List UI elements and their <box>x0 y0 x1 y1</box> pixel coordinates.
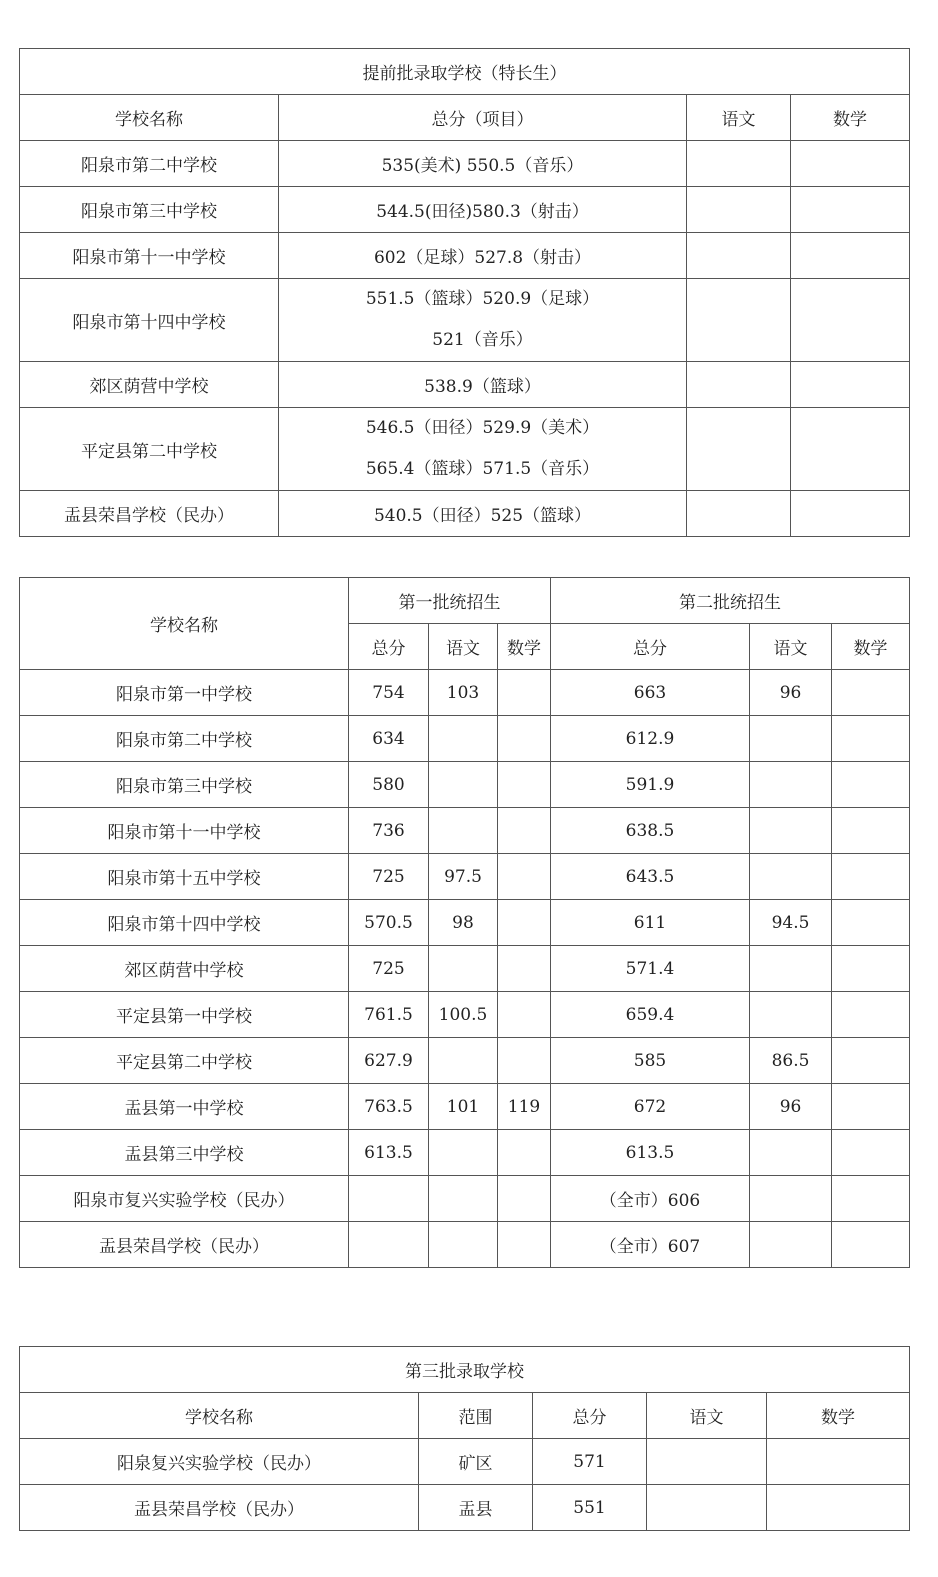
school-name: 盂县第三中学校 <box>20 1130 349 1176</box>
early-admission-table <box>19 48 910 537</box>
b1-total: 634 <box>349 716 429 762</box>
table-row <box>20 946 910 992</box>
table-row <box>20 491 910 537</box>
b2-chinese <box>750 992 832 1038</box>
b1-math <box>498 670 551 716</box>
table-row <box>20 1038 910 1084</box>
table-row <box>20 233 910 279</box>
b1-math <box>498 762 551 808</box>
b1-chinese: 98 <box>429 900 498 946</box>
b1-math <box>498 1038 551 1084</box>
table-row <box>20 1222 910 1268</box>
total-score: 535(美术) 550.5（音乐） <box>279 141 687 187</box>
school-name: 郊区荫营中学校 <box>20 362 279 408</box>
b1-total <box>349 1176 429 1222</box>
header-math: 数学 <box>791 95 910 141</box>
header-school: 学校名称 <box>20 95 279 141</box>
b2-total: 612.9 <box>551 716 750 762</box>
b2-total: 571.4 <box>551 946 750 992</box>
school-name: 盂县第一中学校 <box>20 1084 349 1130</box>
scope: 盂县 <box>419 1485 533 1531</box>
b1-math <box>498 808 551 854</box>
b2-total: 638.5 <box>551 808 750 854</box>
b1-chinese <box>429 1176 498 1222</box>
b1-chinese: 100.5 <box>429 992 498 1038</box>
b1-math <box>498 1130 551 1176</box>
b2-total: （全市）607 <box>551 1222 750 1268</box>
chinese-score <box>687 279 791 362</box>
b1-total: 725 <box>349 854 429 900</box>
b2-chinese <box>750 808 832 854</box>
header-b2-total: 总分 <box>551 624 750 670</box>
b2-chinese <box>750 946 832 992</box>
total-score: 571 <box>533 1439 647 1485</box>
b2-total: 585 <box>551 1038 750 1084</box>
b2-chinese <box>750 1176 832 1222</box>
header-b1-chinese: 语文 <box>429 624 498 670</box>
b1-math <box>498 1176 551 1222</box>
chinese-score <box>687 362 791 408</box>
chinese-score <box>687 233 791 279</box>
school-name: 阳泉市第二中学校 <box>20 716 349 762</box>
table-row <box>20 670 910 716</box>
total-score-line-1: 546.5（田径）529.9（美术） <box>365 418 600 438</box>
math-score <box>791 408 910 491</box>
b1-chinese <box>429 716 498 762</box>
math-score <box>767 1439 910 1485</box>
b1-chinese <box>429 1038 498 1084</box>
header-b1-math: 数学 <box>498 624 551 670</box>
table-row <box>20 1176 910 1222</box>
b2-math <box>832 808 910 854</box>
school-name: 盂县荣昌学校（民办） <box>20 1222 349 1268</box>
scope: 矿区 <box>419 1439 533 1485</box>
school-name: 阳泉市第二中学校 <box>20 141 279 187</box>
school-name: 阳泉市第十一中学校 <box>20 233 279 279</box>
b2-math <box>832 762 910 808</box>
b2-math <box>832 854 910 900</box>
b2-math <box>832 1038 910 1084</box>
b1-chinese <box>429 946 498 992</box>
b2-total: 663 <box>551 670 750 716</box>
header-b2-chinese: 语文 <box>750 624 832 670</box>
third-batch-table <box>19 1346 910 1531</box>
b1-chinese <box>429 762 498 808</box>
school-name: 阳泉复兴实验学校（民办） <box>20 1439 419 1485</box>
header-chinese: 语文 <box>647 1393 767 1439</box>
table-row <box>20 279 910 362</box>
header-batch-2: 第二批统招生 <box>551 578 910 624</box>
b2-chinese <box>750 1130 832 1176</box>
b2-total: 659.4 <box>551 992 750 1038</box>
b2-chinese <box>750 762 832 808</box>
school-name: 阳泉市复兴实验学校（民办） <box>20 1176 349 1222</box>
b2-total: 613.5 <box>551 1130 750 1176</box>
b2-math <box>832 992 910 1038</box>
school-name: 平定县第二中学校 <box>20 408 279 491</box>
b1-total: 761.5 <box>349 992 429 1038</box>
chinese-score <box>687 491 791 537</box>
b2-total: 591.9 <box>551 762 750 808</box>
b1-total: 754 <box>349 670 429 716</box>
chinese-score <box>647 1485 767 1531</box>
b2-chinese: 94.5 <box>750 900 832 946</box>
school-name: 郊区荫营中学校 <box>20 946 349 992</box>
header-scope: 范围 <box>419 1393 533 1439</box>
b1-chinese <box>429 1130 498 1176</box>
b1-chinese <box>429 808 498 854</box>
b1-total: 725 <box>349 946 429 992</box>
chinese-score <box>687 408 791 491</box>
b2-total: 643.5 <box>551 854 750 900</box>
header-batch-1: 第一批统招生 <box>349 578 551 624</box>
math-score <box>791 141 910 187</box>
header-school: 学校名称 <box>20 578 349 670</box>
b1-math <box>498 854 551 900</box>
b1-total: 613.5 <box>349 1130 429 1176</box>
table-row <box>20 1084 910 1130</box>
total-score <box>279 408 687 491</box>
table-row <box>20 1485 910 1531</box>
math-score <box>791 233 910 279</box>
b2-math <box>832 946 910 992</box>
header-total-item: 总分（项目） <box>279 95 687 141</box>
math-score <box>791 279 910 362</box>
school-name: 盂县荣昌学校（民办） <box>20 1485 419 1531</box>
chinese-score <box>687 141 791 187</box>
b1-math <box>498 716 551 762</box>
b1-chinese <box>429 1222 498 1268</box>
b2-math <box>832 1222 910 1268</box>
school-name: 阳泉市第三中学校 <box>20 762 349 808</box>
table-row <box>20 854 910 900</box>
table-row <box>20 762 910 808</box>
table-row <box>20 900 910 946</box>
b2-chinese <box>750 1222 832 1268</box>
total-score-line-1: 551.5（篮球）520.9（足球） <box>365 289 600 309</box>
b2-math <box>832 1130 910 1176</box>
math-score <box>767 1485 910 1531</box>
table-title: 第三批录取学校 <box>20 1347 910 1393</box>
batch-admission-table <box>19 577 910 1268</box>
b1-total: 736 <box>349 808 429 854</box>
total-score: 538.9（篮球） <box>279 362 687 408</box>
b2-total: 611 <box>551 900 750 946</box>
b2-chinese: 96 <box>750 1084 832 1130</box>
b2-chinese <box>750 716 832 762</box>
b1-total <box>349 1222 429 1268</box>
b2-chinese: 96 <box>750 670 832 716</box>
table-row <box>20 408 910 491</box>
table-row <box>20 808 910 854</box>
b2-total: （全市）606 <box>551 1176 750 1222</box>
b1-math <box>498 946 551 992</box>
math-score <box>791 362 910 408</box>
school-name: 阳泉市第一中学校 <box>20 670 349 716</box>
table-title: 提前批录取学校（特长生） <box>20 49 910 95</box>
header-math: 数学 <box>767 1393 910 1439</box>
total-score-line-2: 521（音乐） <box>432 330 533 350</box>
b2-chinese: 86.5 <box>750 1038 832 1084</box>
table-row <box>20 1439 910 1485</box>
total-score: 602（足球）527.8（射击） <box>279 233 687 279</box>
b2-total: 672 <box>551 1084 750 1130</box>
math-score <box>791 187 910 233</box>
total-score <box>279 279 687 362</box>
total-score: 551 <box>533 1485 647 1531</box>
school-name: 阳泉市第三中学校 <box>20 187 279 233</box>
table-row <box>20 1130 910 1176</box>
header-b2-math: 数学 <box>832 624 910 670</box>
school-name: 盂县荣昌学校（民办） <box>20 491 279 537</box>
b2-math <box>832 670 910 716</box>
b2-math <box>832 900 910 946</box>
header-b1-total: 总分 <box>349 624 429 670</box>
b2-math <box>832 1084 910 1130</box>
b1-chinese: 103 <box>429 670 498 716</box>
b1-math <box>498 992 551 1038</box>
table-row <box>20 992 910 1038</box>
b1-math <box>498 900 551 946</box>
math-score <box>791 491 910 537</box>
table-row <box>20 716 910 762</box>
table-row <box>20 362 910 408</box>
chinese-score <box>687 187 791 233</box>
b1-math: 119 <box>498 1084 551 1130</box>
b2-math <box>832 716 910 762</box>
table-row <box>20 141 910 187</box>
b1-total: 580 <box>349 762 429 808</box>
school-name: 平定县第二中学校 <box>20 1038 349 1084</box>
school-name: 阳泉市第十五中学校 <box>20 854 349 900</box>
b1-math <box>498 1222 551 1268</box>
b1-total: 763.5 <box>349 1084 429 1130</box>
total-score: 540.5（田径）525（篮球） <box>279 491 687 537</box>
b1-chinese: 101 <box>429 1084 498 1130</box>
school-name: 阳泉市第十四中学校 <box>20 900 349 946</box>
school-name: 阳泉市第十一中学校 <box>20 808 349 854</box>
total-score-line-2: 565.4（篮球）571.5（音乐） <box>365 459 600 479</box>
b1-total: 570.5 <box>349 900 429 946</box>
b1-chinese: 97.5 <box>429 854 498 900</box>
header-chinese: 语文 <box>687 95 791 141</box>
school-name: 平定县第一中学校 <box>20 992 349 1038</box>
b2-chinese <box>750 854 832 900</box>
header-total: 总分 <box>533 1393 647 1439</box>
b2-math <box>832 1176 910 1222</box>
chinese-score <box>647 1439 767 1485</box>
total-score: 544.5(田径)580.3（射击） <box>279 187 687 233</box>
school-name: 阳泉市第十四中学校 <box>20 279 279 362</box>
header-school: 学校名称 <box>20 1393 419 1439</box>
table-row <box>20 187 910 233</box>
b1-total: 627.9 <box>349 1038 429 1084</box>
